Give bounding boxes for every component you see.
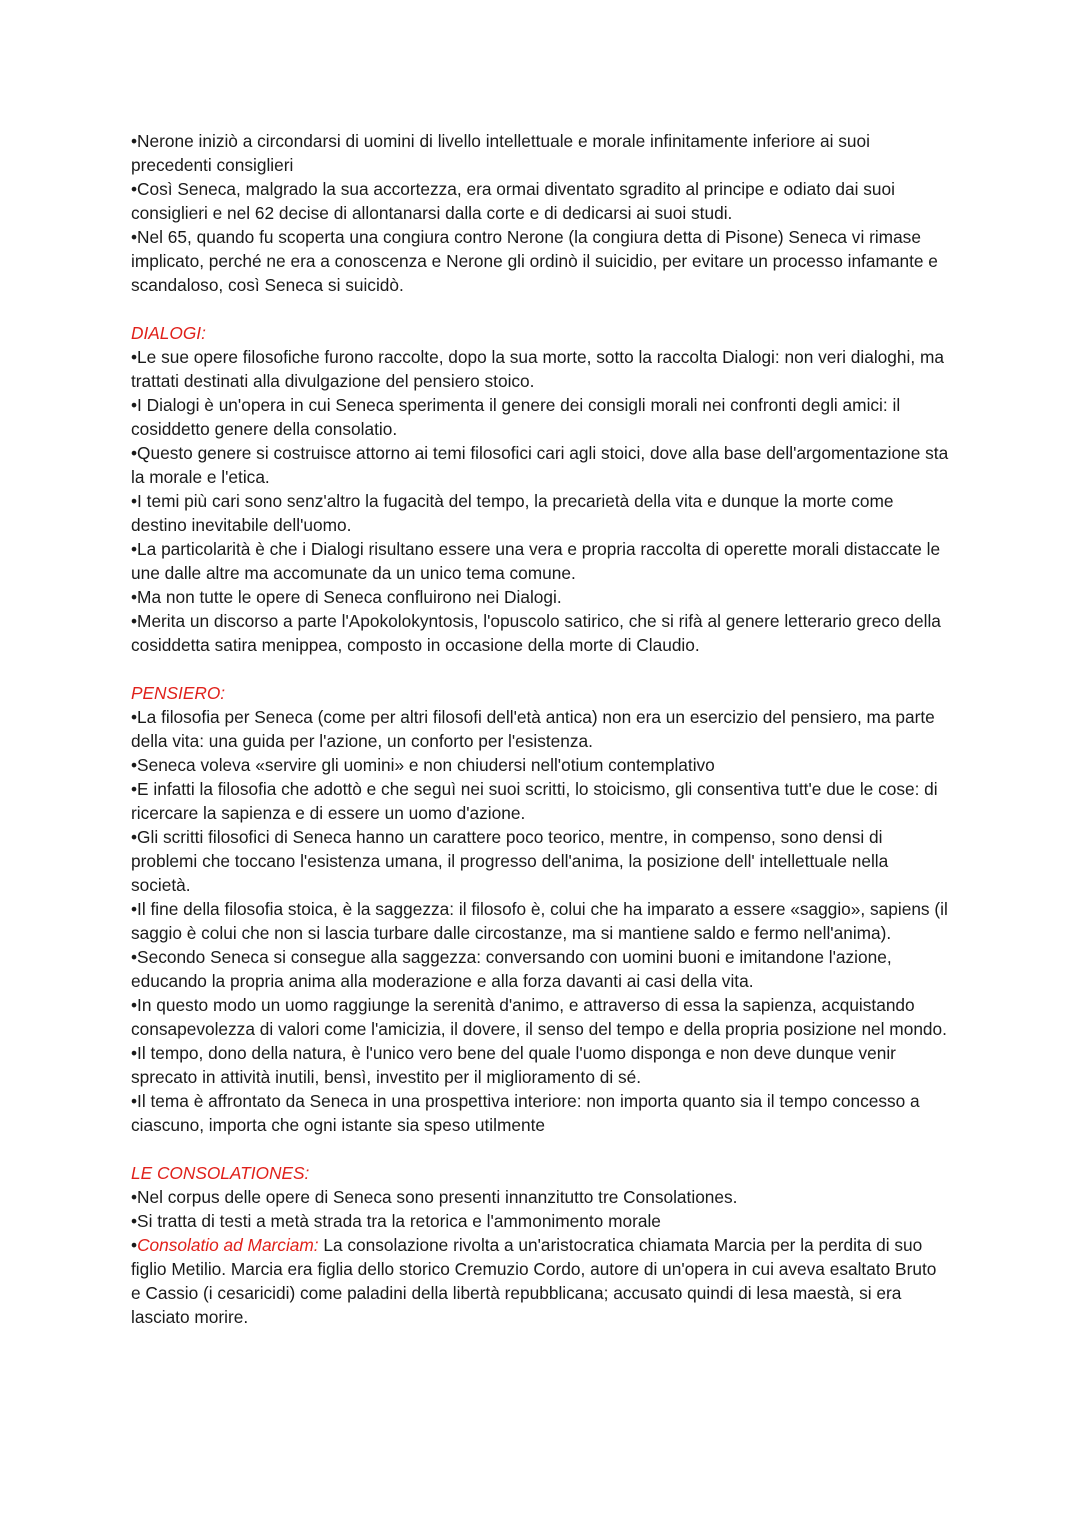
paragraph: •I temi più cari sono senz'altro la fugacità del tempo, la precarietà della vita e dunque la morte come destino inevitabile dell'uomo. xyxy=(131,491,894,535)
paragraph: •Nel 65, quando fu scoperta una congiura contro Nerone (la congiura detta di Pisone) Seneca vi rimase implicato, perché ne era a conoscenza e Nerone gli ordinò il suicidio, per evitare un processo infamante e scandaloso, così Seneca si suicidò. xyxy=(131,227,938,295)
section-heading: PENSIERO: xyxy=(131,683,226,703)
section-dialogi xyxy=(131,321,949,657)
paragraph: •Seneca voleva «servire gli uomini» e non chiudersi nell'otium contemplativo xyxy=(131,755,715,775)
paragraph: •Nerone iniziò a circondarsi di uomini di livello intellettuale e morale infinitamente inferiore ai suoi precedenti consiglieri xyxy=(131,131,870,175)
paragraph: •La particolarità è che i Dialogi risultano essere una vera e propria raccolta di operette morali distaccate le une dalle altre ma accomunate da un unico tema comune. xyxy=(131,539,941,583)
section-intro xyxy=(131,129,949,297)
paragraph: •Nel corpus delle opere di Seneca sono presenti innanzitutto tre Consolationes. xyxy=(131,1187,738,1207)
document-page xyxy=(131,129,949,1329)
paragraph: •E infatti la filosofia che adottò e che seguì nei suoi scritti, lo stoicismo, gli consentiva tutt'e due le cose: di ricercare la sapienza e di essere un uomo d'azione. xyxy=(131,779,938,823)
paragraph: •Secondo Seneca si consegue alla saggezza: conversando con uomini buoni e imitandone l'azione, educando la propria anima alla moderazione e alla forza davanti ai casi della vita. xyxy=(131,947,892,991)
paragraph: •Si tratta di testi a metà strada tra la retorica e l'ammonimento morale xyxy=(131,1211,661,1231)
section-heading: LE CONSOLATIONES: xyxy=(131,1163,310,1183)
paragraph: •Gli scritti filosofici di Seneca hanno un carattere poco teorico, mentre, in compenso, sono densi di problemi che toccano l'esistenza umana, il progresso dell'anima, la posizione dell' intellettuale nella società. xyxy=(131,827,889,895)
paragraph: •Merita un discorso a parte l'Apokolokyntosis, l'opuscolo satirico, che si rifà al genere letterario greco della cosiddetta satira menippea, composto in occasione della morte di Claudio. xyxy=(131,611,941,655)
paragraph: •Il tema è affrontato da Seneca in una prospettiva interiore: non importa quanto sia il tempo concesso a ciascuno, importa che ogni istante sia speso utilmente xyxy=(131,1091,920,1135)
paragraph: •Così Seneca, malgrado la sua accortezza, era ormai diventato sgradito al principe e odiato dai suoi consiglieri e nel 62 decise di allontanarsi dalla corte e di dedicarsi ai suoi studi. xyxy=(131,179,895,223)
paragraph: •I Dialogi è un'opera in cui Seneca sperimenta il genere dei consigli morali nei confronti degli amici: il cosiddetto genere della consolatio. xyxy=(131,395,901,439)
paragraph: •Le sue opere filosofiche furono raccolte, dopo la sua morte, sotto la raccolta Dialogi: non veri dialoghi, ma trattati destinati alla divulgazione del pensiero stoico. xyxy=(131,347,944,391)
section-consolationes xyxy=(131,1161,949,1329)
paragraph: •In questo modo un uomo raggiunge la serenità d'animo, e attraverso di essa la sapienza, acquistando consapevolezza di valori come l'amicizia, il dovere, il senso del tempo e della propria posizione nel mondo. xyxy=(131,995,947,1039)
section-pensiero xyxy=(131,681,949,1137)
consolatio-text: La consolazione rivolta a un'aristocratica chiamata Marcia per la perdita di suo figlio Metilio. Marcia era figlia dello storico Cremuzio Cordo, autore di un'opera in cui aveva esaltato Bruto e Cassio (i cesaricidi) come paladini della libertà repubblicana; accusato quindi di lesa maestà, si era lasciato morire. xyxy=(131,1235,937,1327)
paragraph: •Ma non tutte le opere di Seneca confluirono nei Dialogi. xyxy=(131,587,562,607)
bullet: • xyxy=(131,1235,138,1255)
paragraph: •La filosofia per Seneca (come per altri filosofi dell'età antica) non era un esercizio del pensiero, ma parte della vita: una guida per l'azione, un conforto per l'esistenza. xyxy=(131,707,935,751)
paragraph-consolatio-ad-marciam xyxy=(131,1233,949,1329)
consolatio-title: Consolatio ad Marciam: xyxy=(137,1235,319,1255)
paragraph: •Questo genere si costruisce attorno ai temi filosofici cari agli stoici, dove alla base dell'argomentazione sta la morale e l'etica. xyxy=(131,443,949,487)
paragraph: •Il fine della filosofia stoica, è la saggezza: il filosofo è, colui che ha imparato a essere «saggio», sapiens (il saggio è colui che non si lascia turbare dalle circostanze, ma si mantiene saldo e fermo nell'anima). xyxy=(131,899,948,943)
paragraph: •Il tempo, dono della natura, è l'unico vero bene del quale l'uomo disponga e non deve dunque venir sprecato in attività inutili, bensì, investito per il miglioramento di sé. xyxy=(131,1043,896,1087)
section-heading: DIALOGI: xyxy=(131,323,206,343)
